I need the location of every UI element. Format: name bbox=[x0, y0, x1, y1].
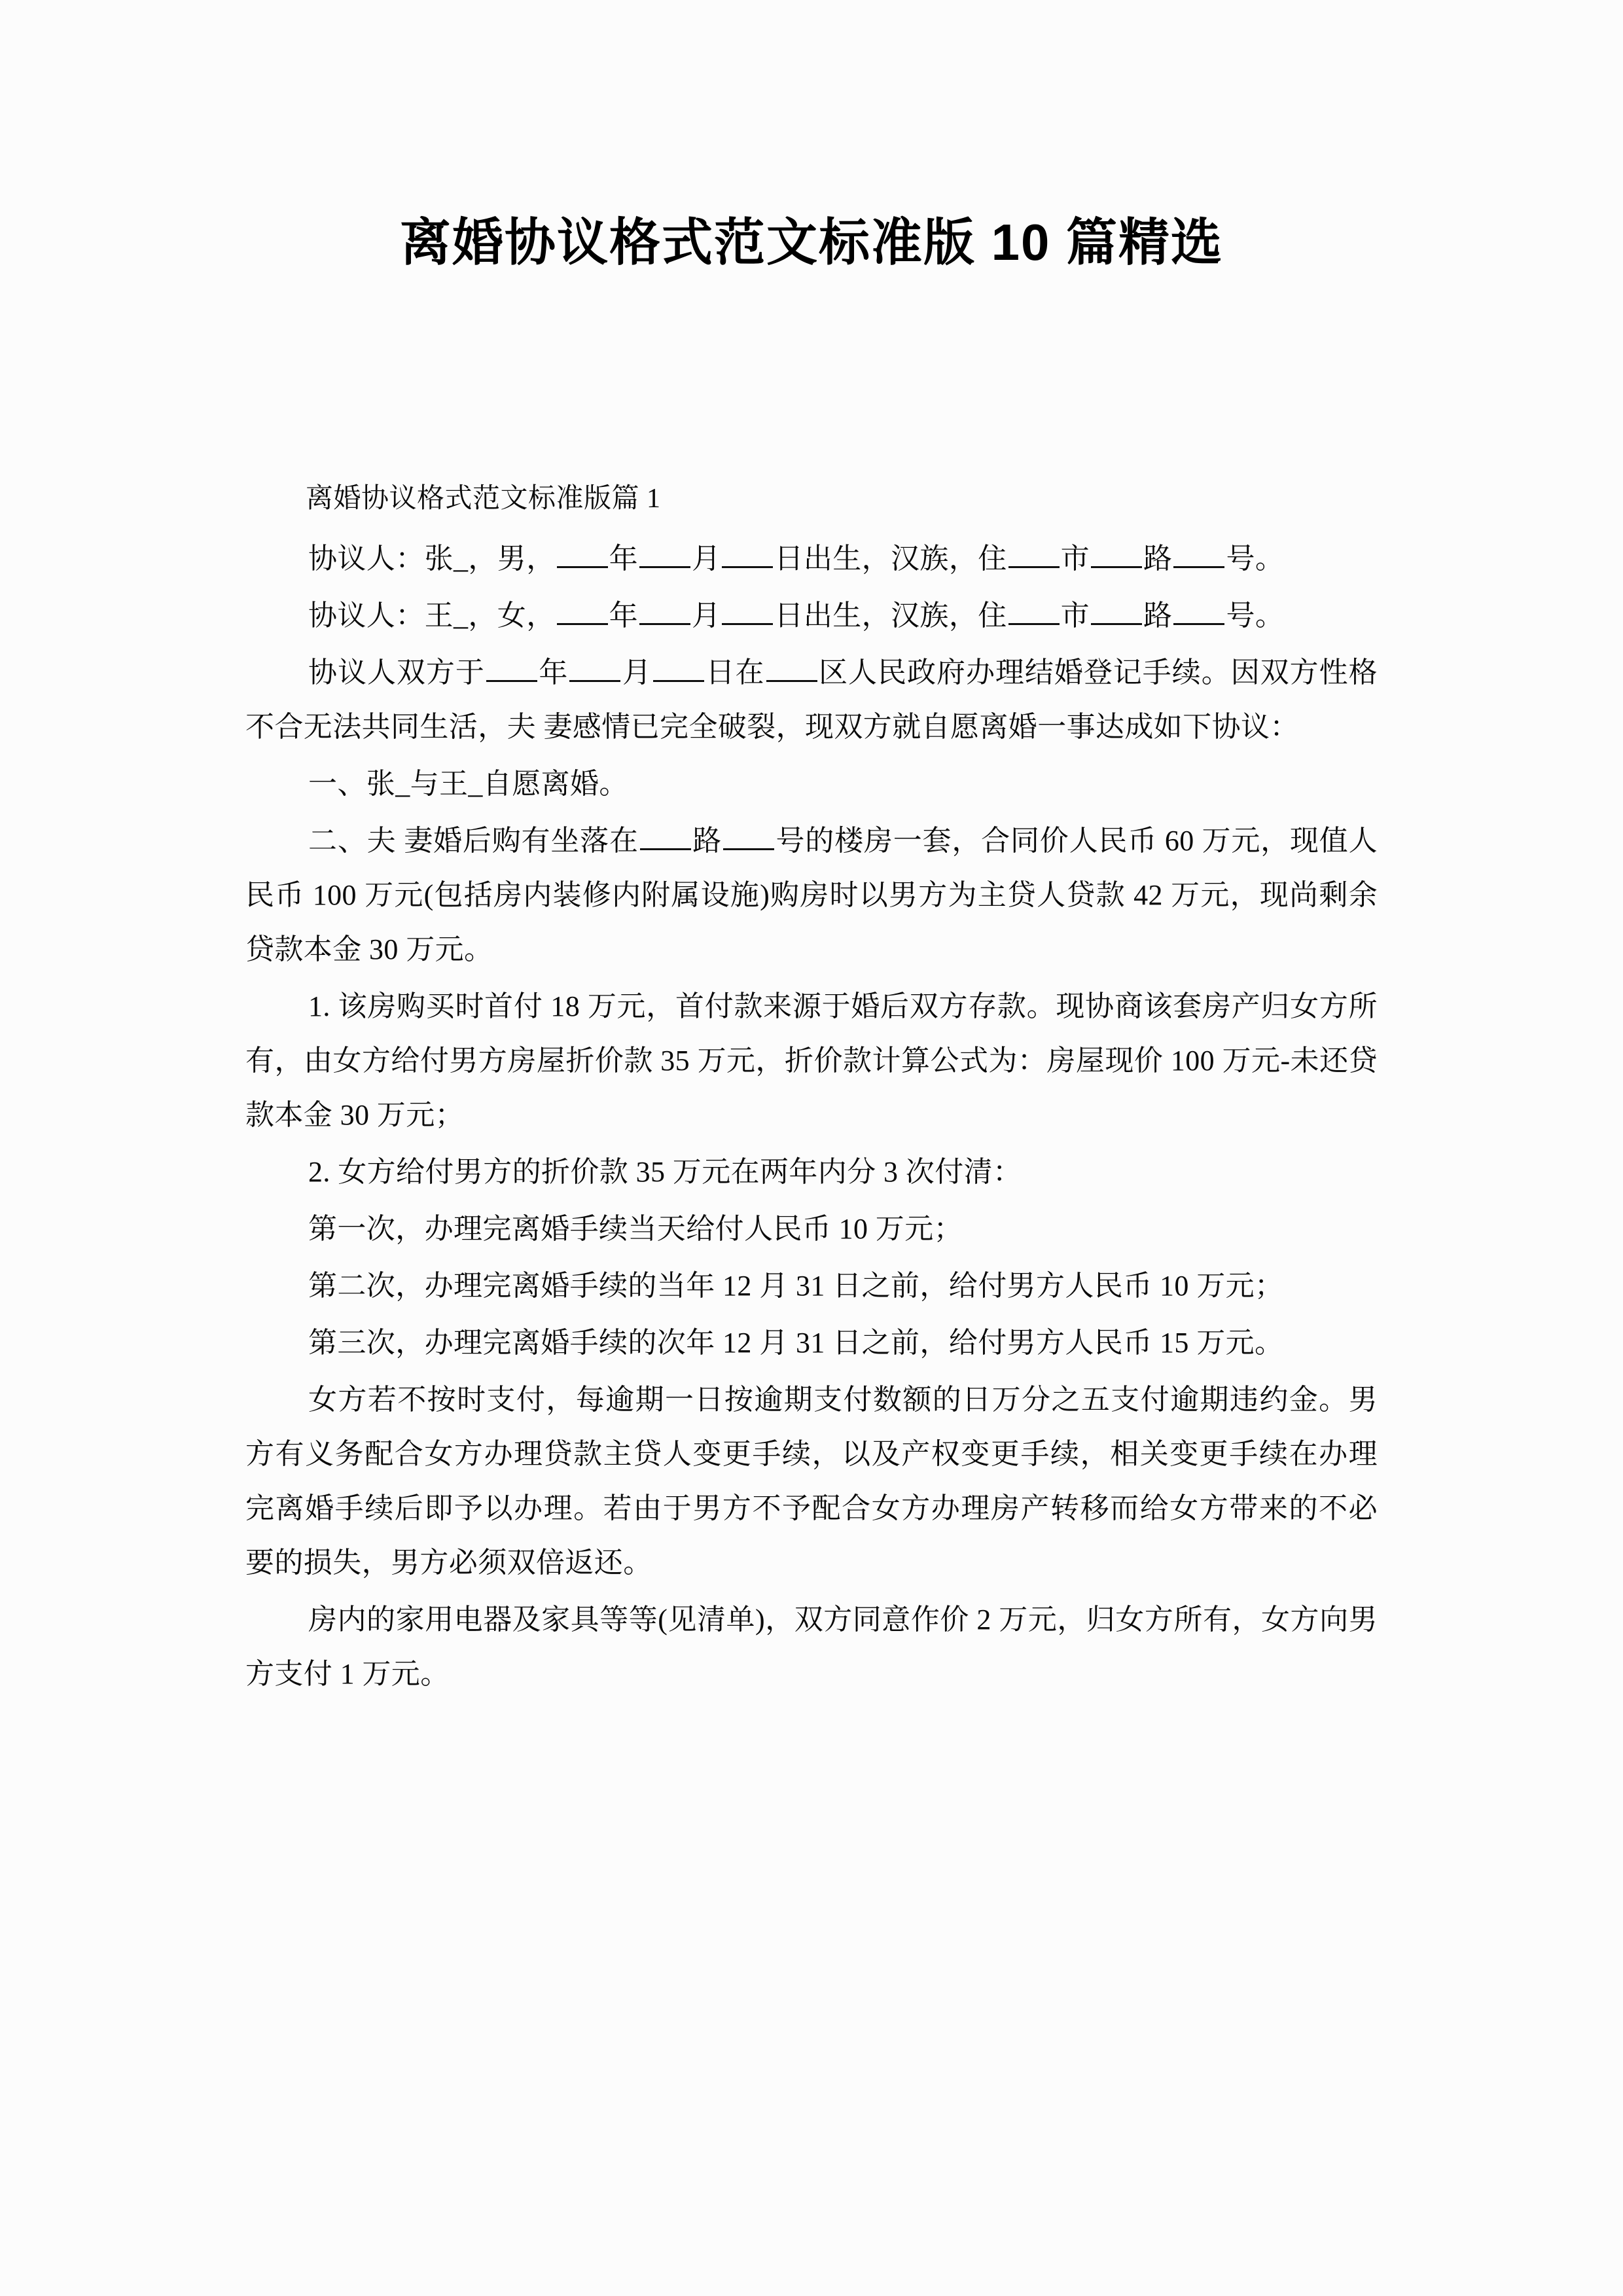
blank-year bbox=[557, 597, 608, 625]
blank-month bbox=[639, 540, 690, 568]
paragraph-penalty-clause: 女方若不按时支付，每逾期一日按逾期支付数额的日万分之五支付逾期违约金。男方有义务配合女方办理贷款主贷人变更手续，以及产权变更手续，相关变更手续在办理完离婚手续后即予以办理。若由于男方不予配合女方办理房产转移而给女方带来的不必要的损失，男方必须双倍返还。 bbox=[245, 1384, 1378, 1579]
paragraph-marriage-registration bbox=[245, 645, 1378, 754]
section-heading: 离婚协议格式范文标准版篇 1 bbox=[306, 484, 661, 514]
paragraph-payment-2: 第二次，办理完离婚手续的当年 12 月 31 日之前，给付男方人民币 10 万元； bbox=[308, 1270, 1284, 1302]
marriage-day-label: 日在 bbox=[705, 656, 765, 689]
paragraph-party-female bbox=[245, 588, 1378, 643]
blank-city bbox=[1008, 540, 1060, 568]
blank-month bbox=[639, 597, 690, 625]
item-two-prefix: 二、夫 妻婚后购有坐落在 bbox=[308, 825, 639, 857]
blank-road bbox=[640, 822, 691, 850]
party-male-city-label: 市 bbox=[1060, 543, 1090, 575]
blank-day bbox=[722, 540, 773, 568]
party-male-month-label: 月 bbox=[692, 543, 721, 575]
party-female-road-label: 路 bbox=[1143, 600, 1173, 632]
marriage-month-label: 月 bbox=[622, 656, 652, 689]
paragraph-appliances: 房内的家用电器及家具等等(见清单)，双方同意作价 2 万元，归女方所有，女方向男方支付 1 万元。 bbox=[245, 1604, 1378, 1691]
party-female-year-label: 年 bbox=[609, 600, 639, 632]
party-female-suffix: 号。 bbox=[1226, 600, 1285, 632]
party-male-year-label: 年 bbox=[609, 543, 639, 575]
blank-year bbox=[557, 540, 608, 568]
document-body bbox=[245, 481, 1378, 1701]
paragraph-sub-item-2: 2. 女方给付男方的折价款 35 万元在两年内分 3 次付清： bbox=[308, 1156, 1022, 1189]
marriage-suffix: 区人民政府办理结婚登记手续。因双方性格不合无法共同生活，夫 妻感情已完全破裂，现双方就自愿离婚一事达成如下协议： bbox=[245, 656, 1378, 744]
blank-day bbox=[722, 597, 773, 625]
page-title: 离婚协议格式范文标准版 10 篇精选 bbox=[399, 213, 1224, 272]
item-two-road-label: 路 bbox=[692, 825, 722, 857]
marriage-prefix: 协议人双方于 bbox=[308, 656, 485, 689]
paragraph-item-one: 一、张_与王_自愿离婚。 bbox=[308, 768, 628, 800]
marriage-year-label: 年 bbox=[538, 656, 569, 689]
party-female-birth-label: 日出生，汉族，住 bbox=[774, 600, 1007, 632]
party-male-road-label: 路 bbox=[1143, 543, 1173, 575]
item-two-rest: 号的楼房一套，合同价人民币 60 万元，现值人民币 100 万元(包括房内装修内附属设施)购房时以男方为主贷人贷款 42 万元，现尚剩余贷款本金 30 万元。 bbox=[245, 825, 1378, 966]
blank-year bbox=[486, 654, 537, 682]
paragraph-party-male bbox=[245, 531, 1378, 586]
blank-number bbox=[723, 822, 774, 850]
party-female-month-label: 月 bbox=[692, 600, 721, 632]
paragraph-payment-3: 第三次，办理完离婚手续的次年 12 月 31 日之前，给付男方人民币 15 万元。 bbox=[308, 1327, 1284, 1359]
party-female-prefix: 协议人：王_，女， bbox=[308, 600, 556, 632]
blank-day bbox=[653, 654, 704, 682]
blank-district bbox=[766, 654, 817, 682]
party-female-city-label: 市 bbox=[1060, 600, 1090, 632]
blank-city bbox=[1008, 597, 1060, 625]
party-male-birth-label: 日出生，汉族，住 bbox=[774, 543, 1007, 575]
paragraph-sub-item-1: 1. 该房购买时首付 18 万元，首付款来源于婚后双方存款。现协商该套房产归女方所有，由女方给付男方房屋折价款 35 万元，折价款计算公式为：房屋现价 100 万元-未还贷款本金 30 万元； bbox=[245, 990, 1378, 1132]
party-male-prefix: 协议人：张_，男， bbox=[308, 543, 556, 575]
blank-road bbox=[1091, 540, 1142, 568]
blank-road bbox=[1091, 597, 1142, 625]
paragraph-item-two bbox=[245, 814, 1378, 977]
paragraph-payment-1: 第一次，办理完离婚手续当天给付人民币 10 万元； bbox=[308, 1213, 963, 1246]
party-male-suffix: 号。 bbox=[1226, 543, 1285, 575]
blank-number bbox=[1173, 540, 1224, 568]
blank-number bbox=[1173, 597, 1224, 625]
blank-month bbox=[569, 654, 620, 682]
